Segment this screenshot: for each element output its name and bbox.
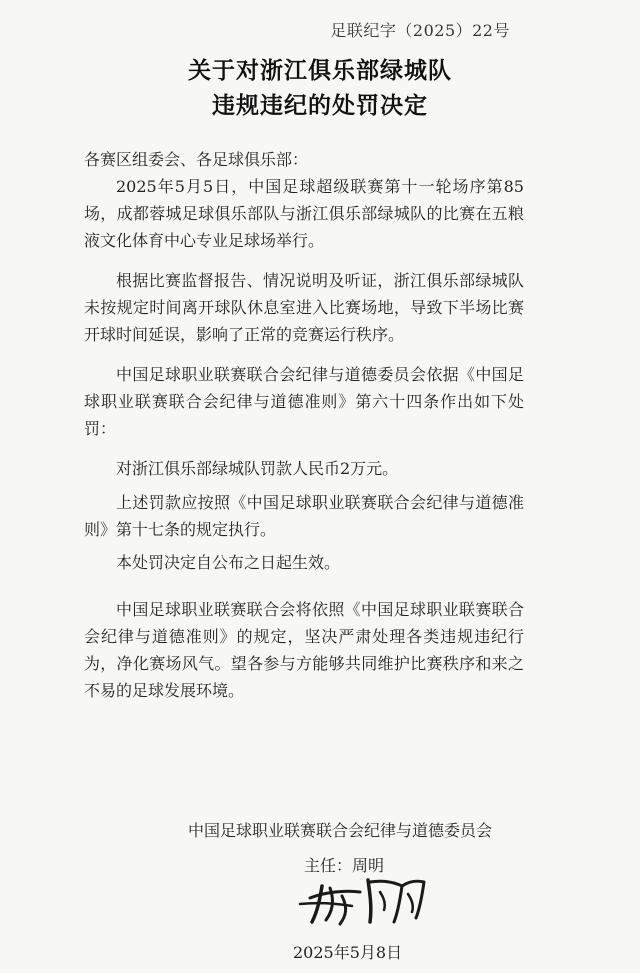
document-number: 足联纪字（2025）22号 (330, 21, 510, 40)
issue-date: 2025年5月8日 (293, 943, 403, 962)
paragraph-violation: 根据比赛监督报告、情况说明及听证，浙江俱乐部绿城队未按规定时间离开球队休息室进入比赛场地，导致下半场比赛开球时间延误，影响了正常的竞赛运行秩序。 (84, 271, 524, 344)
salutation: 各赛区组委会、各足球俱乐部： (84, 150, 309, 169)
paragraph-execution: 上述罚款应按照《中国足球职业联赛联合会纪律与道德准则》第十七条的规定执行。 (84, 493, 524, 539)
paragraph-effective: 本处罚决定自公布之日起生效。 (116, 553, 341, 572)
paragraph-penalty: 对浙江俱乐部绿城队罚款人民币2万元。 (116, 459, 399, 478)
document-title-line-1: 关于对浙江俱乐部绿城队 (188, 58, 452, 84)
director-name: 主任：周明 (304, 856, 385, 875)
document-title-line-2: 违规违纪的处罚决定 (212, 93, 428, 119)
handwritten-signature (290, 868, 440, 928)
paragraph-basis: 中国足球职业联赛联合会纪律与道德委员会依据《中国足球职业联赛联合会纪律与道德准则》第六十四条作出如下处罚： (84, 365, 524, 438)
paragraph-match-info: 2025年5月5日，中国足球超级联赛第十一轮场序第85场，成都蓉城足球俱乐部队与浙江俱乐部绿城队的比赛在五粮液文化体育中心专业足球场举行。 (84, 177, 524, 250)
signing-committee: 中国足球职业联赛联合会纪律与道德委员会 (187, 821, 492, 840)
paragraph-closing: 中国足球职业联赛联合会将依照《中国足球职业联赛联合会纪律与道德准则》的规定，坚决严肃处理各类违规违纪行为，净化赛场风气。望各参与方能够共同维护比赛秩序和来之不易的足球发展环境。 (84, 600, 524, 700)
